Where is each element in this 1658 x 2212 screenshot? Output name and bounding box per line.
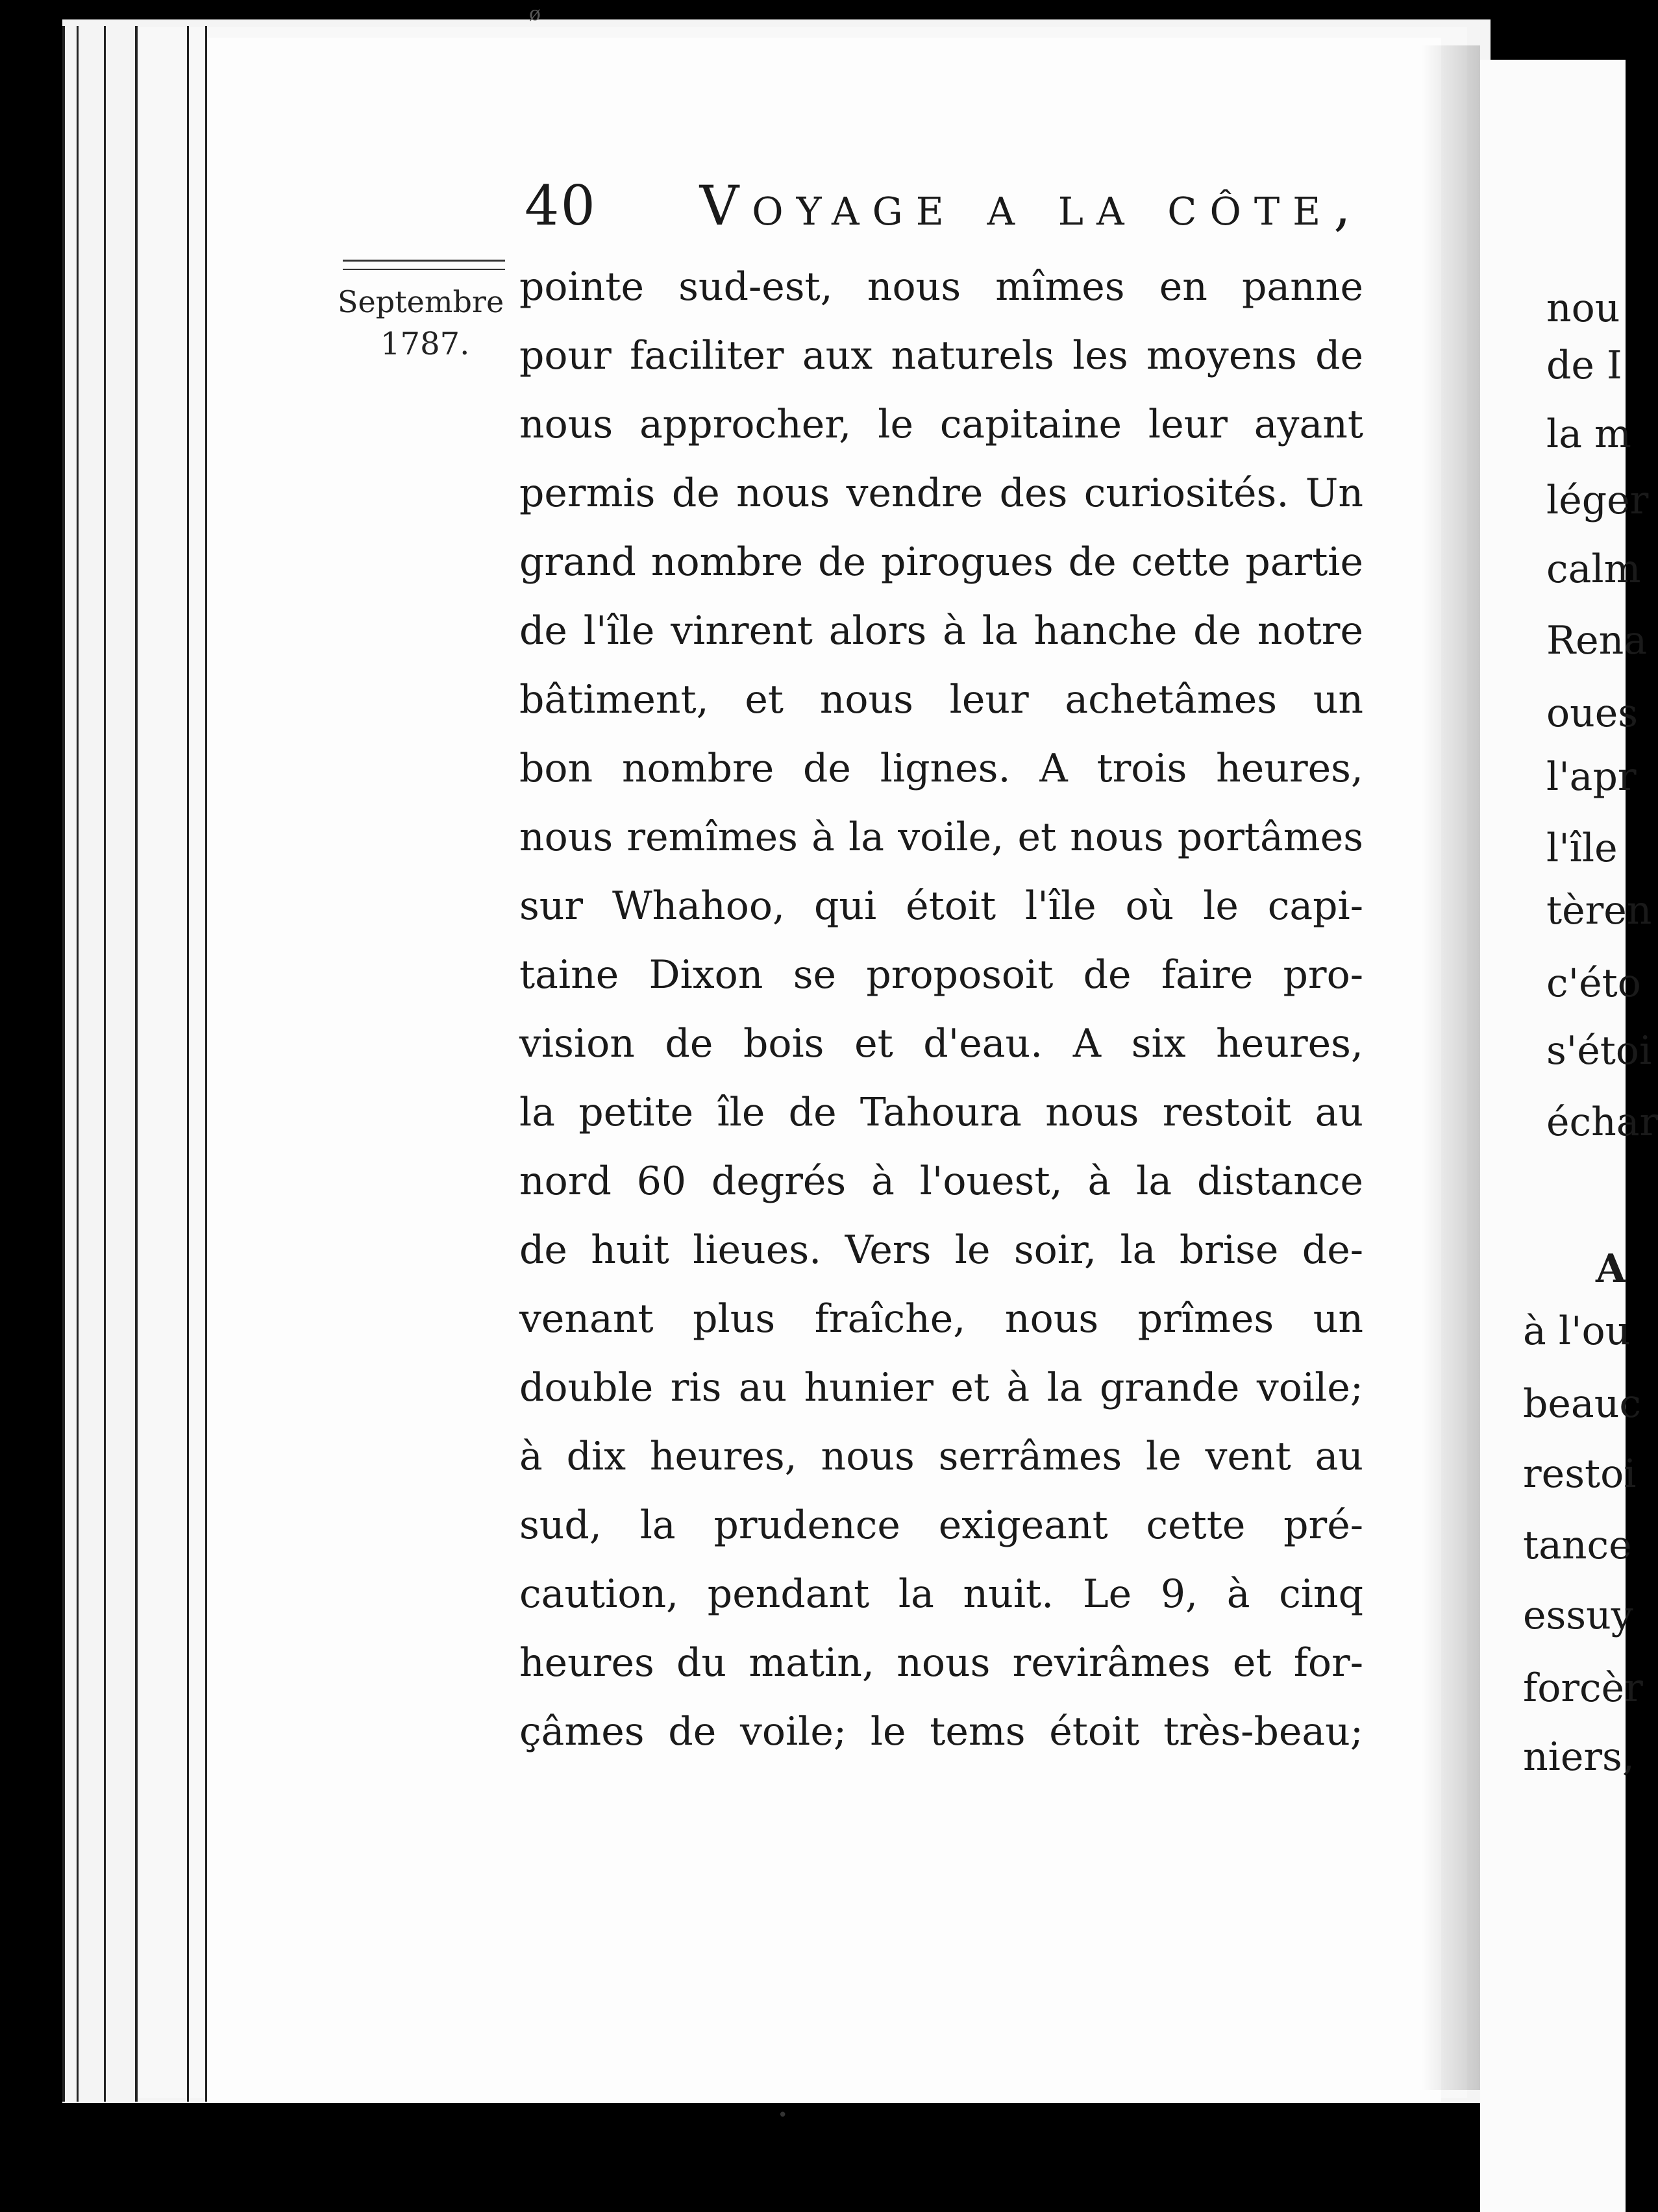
text-line: vision de bois et d'eau. A six heures, [519, 1021, 1363, 1066]
right-page-line: c'éto [1546, 961, 1641, 1006]
page-edge-line [205, 26, 207, 2102]
running-title: Voyage a la côte, [699, 174, 1364, 238]
right-page-line: calm [1546, 547, 1641, 592]
text-line: à dix heures, nous serrâmes le vent au [519, 1434, 1363, 1479]
page-edge-line [62, 26, 65, 2102]
text-line: pointe sud-est, nous mîmes en panne [519, 264, 1363, 310]
top-mark: ø [529, 3, 541, 25]
right-page-line: échar [1546, 1100, 1658, 1145]
page-number: 40 [525, 174, 597, 238]
text-line: la petite île de Tahoura nous restoit au [519, 1090, 1363, 1135]
text-line: pour faciliter aux naturels les moyens de [519, 333, 1363, 378]
right-page-line: essuy [1523, 1593, 1633, 1638]
text-line: nous remîmes à la voile, et nous portâmes [519, 815, 1363, 860]
text-line: double ris au hunier et à la grande voile; [519, 1365, 1363, 1410]
right-page-line: niers, [1523, 1734, 1635, 1780]
text-line: bâtiment, et nous leur achetâmes un [519, 677, 1363, 722]
page-edge-line [187, 26, 189, 2102]
text-line: venant plus fraîche, nous prîmes un [519, 1296, 1363, 1342]
right-page-line: beauc [1523, 1381, 1641, 1427]
margin-rule [343, 269, 505, 270]
right-page-line: forcèr [1523, 1665, 1643, 1711]
spine-shadow [1422, 45, 1480, 2090]
text-line: de huit lieues. Vers le soir, la brise de- [519, 1227, 1363, 1273]
text-line: bon nombre de lignes. A trois heures, [519, 746, 1363, 791]
ink-speck: • [778, 2106, 788, 2125]
right-page-line: restoi [1523, 1451, 1637, 1497]
right-page-line: tèren [1546, 888, 1652, 933]
right-page-line: tance [1523, 1523, 1632, 1568]
text-line: sud, la prudence exigeant cette pré- [519, 1503, 1363, 1548]
text-line: grand nombre de pirogues de cette partie [519, 539, 1363, 585]
text-line: permis de nous vendre des curiosités. Un [519, 471, 1363, 516]
margin-note-year: 1787. [380, 326, 470, 362]
page-edge-line [77, 26, 79, 2102]
text-line: taine Dixon se proposoit de faire pro- [519, 952, 1363, 998]
text-line: caution, pendant la nuit. Le 9, à cinq [519, 1571, 1363, 1617]
right-page-line: l'île [1546, 826, 1618, 871]
right-page-line: nou [1546, 286, 1620, 331]
margin-rule [343, 260, 505, 262]
text-line: nord 60 degrés à l'ouest, à la distance [519, 1159, 1363, 1204]
text-line: çâmes de voile; le tems étoit très-beau; [519, 1709, 1363, 1754]
right-page-line: de I [1546, 343, 1622, 388]
right-page-line: l'apr [1546, 754, 1637, 800]
right-page-line: la m [1546, 412, 1631, 457]
text-line: heures du matin, nous revirâmes et for- [519, 1640, 1363, 1686]
text-line: nous approcher, le capitaine leur ayant [519, 402, 1363, 447]
right-page-line: à l'ou [1523, 1309, 1631, 1354]
right-page-line: s'étoi [1546, 1028, 1652, 1074]
body-text [519, 260, 1363, 1773]
right-page-line: léger [1546, 478, 1649, 523]
text-line: de l'île vinrent alors à la hanche de notre [519, 608, 1363, 654]
right-page-line: Rena [1546, 618, 1648, 663]
text-line: sur Whahoo, qui étoit l'île où le capi- [519, 883, 1363, 929]
right-page-line: A [1596, 1246, 1626, 1292]
right-page-line: oues [1546, 691, 1639, 736]
page-header [525, 174, 1364, 238]
page-edge-line [104, 26, 106, 2102]
margin-note-month: Septembre [338, 284, 504, 319]
page-edge-line [135, 26, 138, 2102]
